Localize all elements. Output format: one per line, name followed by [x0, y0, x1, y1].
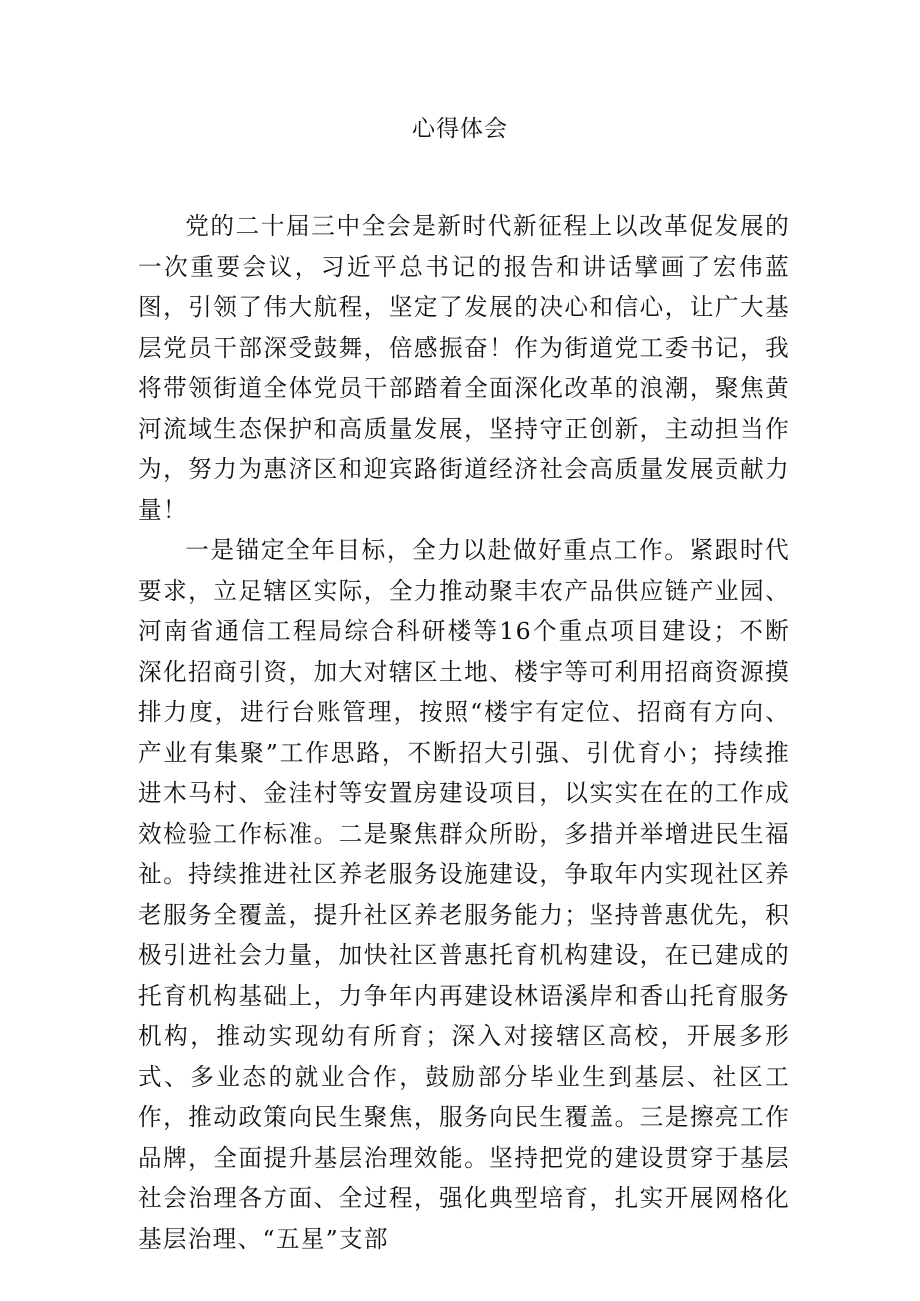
paragraph-main: 一是锚定全年目标，全力以赴做好重点工作。紧跟时代要求，立足辖区实际，全力推动聚丰农产品供应链产业园、河南省通信工程局综合科研楼等16个重点项目建设；不断深化招商引资，加大对辖区土地、楼宇等可利用招商资源摸排力度，进行台账管理，按照“楼宇有定位、招商有方向、产业有集聚”工作思路，不断招大引强、引优育小；持续推进木马村、金洼村等安置房建设项目，以实实在在的工作成效检验工作标准。二是聚焦群众所盼，多措并举增进民生福祉。持续推进社区养老服务设施建设，争取年内实现社区养老服务全覆盖，提升社区养老服务能力；坚持普惠优先，积极引进社会力量，加快社区普惠托育机构建设，在已建成的托育机构基础上，力争年内再建设林语溪岸和香山托育服务机构，推动实现幼有所育；深入对接辖区高校，开展多形式、多业态的就业合作，鼓励部分毕业生到基层、社区工作，推动政策向民生聚焦，服务向民生覆盖。三是擦亮工作品牌，全面提升基层治理效能。坚持把党的建设贯穿于基层社会治理各方面、全过程，强化典型培育，扎实开展网格化基层治理、“五星”支部 — [138, 536, 790, 1253]
document-title: 心得体会 — [412, 116, 508, 142]
document-body — [138, 206, 790, 1259]
paragraph-intro: 党的二十届三中全会是新时代新征程上以改革促发展的一次重要会议，习近平总书记的报告和讲话擘画了宏伟蓝图，引领了伟大航程，坚定了发展的决心和信心，让广大基层党员干部深受鼓舞，倍感振奋！作为街道党工委书记，我将带领街道全体党员干部踏着全面深化改革的浪潮，聚焦黄河流域生态保护和高质量发展，坚持守正创新，主动担当作为，努力为惠济区和迎宾路街道经济社会高质量发展贡献力量！ — [138, 212, 790, 524]
